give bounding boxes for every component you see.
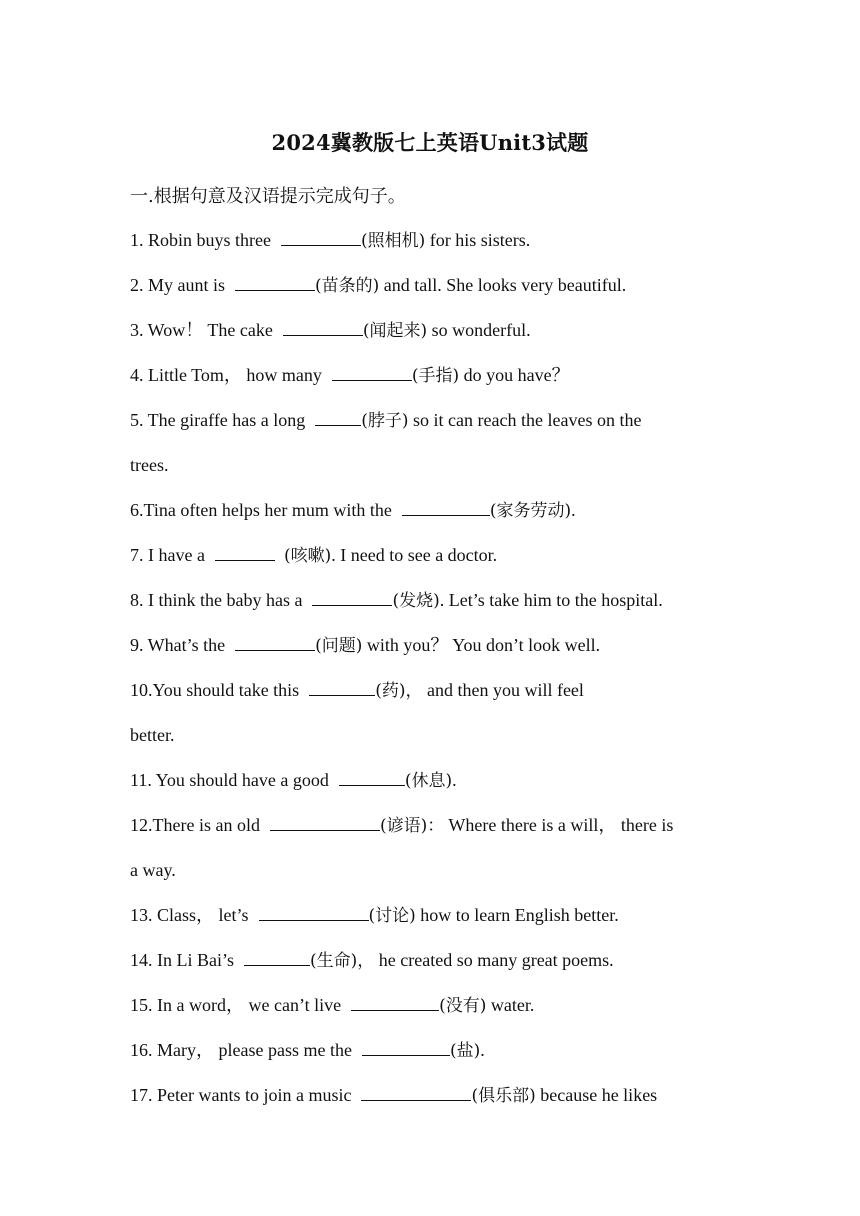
answer-blank[interactable]	[244, 948, 310, 966]
section-heading: 一.根据句意及汉语提示完成句子。	[130, 186, 406, 207]
question-5	[130, 408, 730, 433]
question-17	[130, 1083, 730, 1108]
question-text: 10.You should take this	[130, 680, 300, 700]
question-11	[130, 768, 730, 793]
chinese-hint: (药)，	[375, 681, 423, 701]
question-6	[130, 498, 730, 523]
question-text: . I need to see a doctor.	[331, 545, 498, 565]
chinese-hint: (苗条的)	[315, 276, 380, 296]
question-text: 11. You should have a good	[130, 770, 329, 790]
chinese-hint: (生命)，	[310, 951, 375, 971]
question-text: for his sisters.	[425, 230, 531, 250]
question-13	[130, 903, 730, 928]
question-text: .	[571, 500, 576, 520]
answer-blank[interactable]	[312, 588, 392, 606]
question-4	[130, 363, 730, 388]
question-text: 17. Peter wants to join a music	[130, 1085, 352, 1105]
question-9	[130, 633, 730, 658]
answer-blank[interactable]	[235, 633, 315, 651]
chinese-hint: (俱乐部)	[471, 1086, 536, 1106]
question-text: with you？ You don’t look well.	[362, 635, 601, 655]
chinese-hint: (盐)	[449, 1041, 481, 1061]
question-5-continuation	[130, 453, 730, 477]
question-3	[130, 318, 730, 343]
answer-blank[interactable]	[309, 678, 375, 696]
answer-blank[interactable]	[259, 903, 369, 921]
question-text: .	[452, 770, 457, 790]
answer-blank[interactable]	[283, 318, 363, 336]
answer-blank[interactable]	[402, 498, 490, 516]
answer-blank[interactable]	[215, 543, 275, 561]
answer-blank[interactable]	[361, 1083, 471, 1101]
question-text: 7. I have a	[130, 545, 205, 565]
question-text: he created so many great poems.	[374, 950, 614, 970]
question-text: 16. Mary， please pass me the	[130, 1040, 352, 1060]
question-15	[130, 993, 730, 1018]
question-text: 12.There is an old	[130, 815, 260, 835]
question-10	[130, 678, 730, 703]
chinese-hint: (讨论)	[368, 906, 416, 926]
question-text: trees.	[130, 455, 169, 475]
question-text: 8. I think the baby has a	[130, 590, 303, 610]
question-12-continuation	[130, 858, 730, 882]
question-text: .	[480, 1040, 485, 1060]
question-text: 14. In Li Bai’s	[130, 950, 234, 970]
question-16	[130, 1038, 730, 1063]
answer-blank[interactable]	[270, 813, 380, 831]
question-1	[130, 228, 730, 253]
answer-blank[interactable]	[281, 228, 361, 246]
chinese-hint: (问题)	[315, 636, 363, 656]
question-text: 6.Tina often helps her mum with the	[130, 500, 392, 520]
question-7	[130, 543, 730, 568]
question-12	[130, 813, 730, 838]
chinese-hint: (闻起来)	[362, 321, 428, 341]
question-text: 1. Robin buys three	[130, 230, 271, 250]
question-text: and tall. She looks very beautiful.	[379, 275, 627, 295]
answer-blank[interactable]	[362, 1038, 450, 1056]
chinese-hint: (没有)	[439, 996, 487, 1016]
question-text: so it can reach the leaves on the	[408, 410, 642, 430]
question-text: 15. In a word， we can’t live	[130, 995, 342, 1015]
chinese-hint: (发烧)	[392, 591, 440, 611]
chinese-hint: (休息)	[404, 771, 453, 791]
answer-blank[interactable]	[315, 408, 361, 426]
question-text: better.	[130, 725, 175, 745]
chinese-hint: (咳嗽)	[283, 546, 332, 566]
answer-blank[interactable]	[235, 273, 315, 291]
question-text: 2. My aunt is	[130, 275, 226, 295]
document-title: 2024冀教版七上英语Unit3试题	[271, 130, 589, 155]
question-text: how to learn English better.	[415, 905, 619, 925]
answer-blank[interactable]	[351, 993, 439, 1011]
chinese-hint: (照相机)	[361, 231, 426, 251]
question-8	[130, 588, 730, 613]
question-text: 3. Wow！ The cake	[130, 320, 273, 340]
question-text: do you have？	[459, 365, 570, 385]
question-text: 9. What’s the	[130, 635, 226, 655]
question-2	[130, 273, 730, 298]
question-14	[130, 948, 730, 973]
question-text: because he likes	[535, 1085, 658, 1105]
question-text: 4. Little Tom， how many	[130, 365, 322, 385]
chinese-hint: (手指)	[411, 366, 460, 386]
question-text: Where there is a will， there is	[444, 815, 674, 835]
question-text: so wonderful.	[427, 320, 531, 340]
question-text: . Let’s take him to the hospital.	[439, 590, 663, 610]
question-text: water.	[486, 995, 535, 1015]
question-text: and then you will feel	[422, 680, 584, 700]
question-text: 5. The giraffe has a long	[130, 410, 306, 430]
chinese-hint: (脖子)	[361, 411, 409, 431]
answer-blank[interactable]	[339, 768, 405, 786]
question-10-continuation	[130, 723, 730, 747]
question-text: a way.	[130, 860, 176, 880]
chinese-hint: (谚语)：	[379, 816, 445, 836]
chinese-hint: (家务劳动)	[489, 501, 572, 521]
question-text: 13. Class， let’s	[130, 905, 249, 925]
answer-blank[interactable]	[332, 363, 412, 381]
